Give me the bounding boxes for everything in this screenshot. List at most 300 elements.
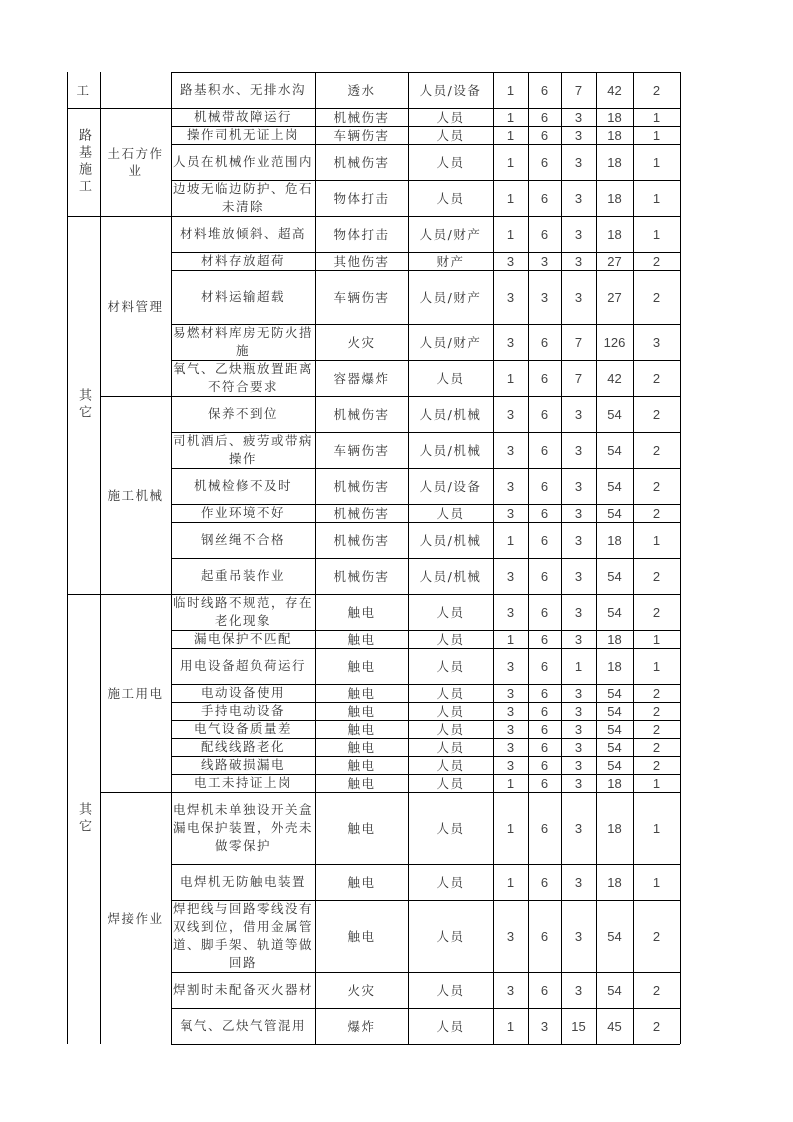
risk-level-cell: 2 <box>652 703 661 719</box>
likelihood-cell: 1 <box>506 190 515 206</box>
consequence-cell: 3 <box>574 505 583 521</box>
column-border <box>67 72 68 1044</box>
accident-type-cell: 火灾 <box>347 982 376 998</box>
affected-object-cell: 人员 <box>436 109 465 125</box>
risk-score-cell: 54 <box>607 604 622 620</box>
risk-score-cell: 54 <box>607 982 622 998</box>
accident-type-cell: 机械伤害 <box>333 532 390 548</box>
accident-type-cell: 触电 <box>347 928 376 944</box>
column-border <box>408 72 409 1044</box>
affected-object-cell: 人员 <box>436 1018 465 1034</box>
accident-type-cell: 触电 <box>347 757 376 773</box>
row-border <box>100 108 171 109</box>
exposure-cell: 6 <box>540 928 549 944</box>
column-border <box>596 72 597 1044</box>
accident-type-cell: 机械伤害 <box>333 478 390 494</box>
row-border <box>100 216 171 217</box>
affected-object-cell: 人员 <box>436 739 465 755</box>
exposure-cell: 6 <box>540 532 549 548</box>
likelihood-cell: 3 <box>506 703 515 719</box>
category-cell: 其它 <box>76 802 91 836</box>
exposure-cell: 6 <box>540 874 549 890</box>
row-border <box>100 594 171 595</box>
affected-object-cell: 人员 <box>436 982 465 998</box>
hazard-cell: 手持电动设备 <box>200 703 285 718</box>
activity-cell: 材料管理 <box>107 298 164 314</box>
risk-level-cell: 1 <box>652 154 661 170</box>
row-border <box>100 396 171 397</box>
activity-cell: 施工机械 <box>107 487 164 503</box>
likelihood-cell: 1 <box>506 154 515 170</box>
consequence-cell: 3 <box>574 631 583 647</box>
affected-object-cell: 人员 <box>436 370 465 386</box>
likelihood-cell: 1 <box>506 631 515 647</box>
exposure-cell: 6 <box>540 721 549 737</box>
risk-score-cell: 18 <box>607 631 622 647</box>
likelihood-cell: 3 <box>506 406 515 422</box>
risk-score-cell: 18 <box>607 658 622 674</box>
likelihood-cell: 3 <box>506 442 515 458</box>
consequence-cell: 3 <box>574 154 583 170</box>
hazard-cell: 人员在机械作业范围内 <box>173 154 314 169</box>
hazard-cell: 材料运输超载 <box>200 289 285 304</box>
risk-score-cell: 54 <box>607 721 622 737</box>
row-border <box>171 504 680 505</box>
hazard-cell: 钢丝绳不合格 <box>200 532 285 547</box>
row-border <box>171 648 680 649</box>
exposure-cell: 6 <box>540 685 549 701</box>
consequence-cell: 3 <box>574 982 583 998</box>
affected-object-cell: 人员/财产 <box>419 226 482 242</box>
risk-level-cell: 2 <box>652 685 661 701</box>
likelihood-cell: 3 <box>506 757 515 773</box>
likelihood-cell: 3 <box>506 253 515 269</box>
category-cell: 工 <box>76 82 91 98</box>
accident-type-cell: 车辆伤害 <box>333 289 390 305</box>
accident-type-cell: 机械伤害 <box>333 505 390 521</box>
accident-type-cell: 其他伤害 <box>333 253 390 269</box>
affected-object-cell: 人员/机械 <box>419 532 482 548</box>
activity-cell <box>100 72 171 108</box>
accident-type-cell: 触电 <box>347 820 376 836</box>
exposure-cell: 6 <box>540 478 549 494</box>
hazard-cell: 作业环境不好 <box>200 505 285 520</box>
consequence-cell: 3 <box>574 820 583 836</box>
risk-level-cell: 3 <box>652 334 661 350</box>
column-border <box>633 72 634 1044</box>
risk-level-cell: 1 <box>652 226 661 242</box>
affected-object-cell: 人员/机械 <box>419 442 482 458</box>
consequence-cell: 3 <box>574 721 583 737</box>
affected-object-cell: 人员 <box>436 127 465 143</box>
affected-object-cell: 人员 <box>436 874 465 890</box>
accident-type-cell: 触电 <box>347 721 376 737</box>
consequence-cell: 3 <box>574 739 583 755</box>
risk-score-cell: 54 <box>607 406 622 422</box>
accident-type-cell: 触电 <box>347 775 376 791</box>
exposure-cell: 6 <box>540 406 549 422</box>
consequence-cell: 3 <box>574 289 583 305</box>
row-border <box>171 756 680 757</box>
consequence-cell: 15 <box>571 1018 586 1034</box>
category-cell: 路基施工 <box>76 128 91 196</box>
risk-level-cell: 1 <box>652 190 661 206</box>
hazard-cell: 材料存放超荷 <box>200 253 285 268</box>
hazard-cell: 保养不到位 <box>207 406 278 421</box>
row-border <box>171 1008 680 1009</box>
affected-object-cell: 人员 <box>436 604 465 620</box>
consequence-cell: 7 <box>574 334 583 350</box>
row-border <box>171 558 680 559</box>
risk-score-cell: 126 <box>603 334 626 350</box>
accident-type-cell: 火灾 <box>347 334 376 350</box>
risk-score-cell: 18 <box>607 532 622 548</box>
affected-object-cell: 人员/设备 <box>419 478 482 494</box>
likelihood-cell: 1 <box>506 226 515 242</box>
exposure-cell: 3 <box>540 1018 549 1034</box>
hazard-cell: 线路破损漏电 <box>200 757 285 772</box>
risk-level-cell: 1 <box>652 874 661 890</box>
risk-level-cell: 1 <box>652 532 661 548</box>
risk-score-cell: 18 <box>607 109 622 125</box>
row-border <box>171 126 680 127</box>
accident-type-cell: 物体打击 <box>333 226 390 242</box>
affected-object-cell: 人员 <box>436 154 465 170</box>
consequence-cell: 3 <box>574 685 583 701</box>
likelihood-cell: 1 <box>506 874 515 890</box>
row-border <box>171 180 680 181</box>
likelihood-cell: 3 <box>506 658 515 674</box>
risk-score-cell: 54 <box>607 757 622 773</box>
risk-level-cell: 1 <box>652 127 661 143</box>
risk-level-cell: 2 <box>652 757 661 773</box>
row-border <box>171 792 680 793</box>
consequence-cell: 3 <box>574 109 583 125</box>
affected-object-cell: 人员 <box>436 721 465 737</box>
affected-object-cell: 人员 <box>436 505 465 521</box>
row-border <box>67 108 100 109</box>
likelihood-cell: 3 <box>506 982 515 998</box>
likelihood-cell: 3 <box>506 478 515 494</box>
affected-object-cell: 人员/财产 <box>419 334 482 350</box>
column-border <box>315 72 316 1044</box>
likelihood-cell: 1 <box>506 1018 515 1034</box>
consequence-cell: 3 <box>574 190 583 206</box>
risk-level-cell: 2 <box>652 253 661 269</box>
risk-score-cell: 42 <box>607 370 622 386</box>
row-border <box>100 792 171 793</box>
likelihood-cell: 3 <box>506 505 515 521</box>
consequence-cell: 7 <box>574 370 583 386</box>
likelihood-cell: 3 <box>506 721 515 737</box>
risk-level-cell: 2 <box>652 442 661 458</box>
accident-type-cell: 机械伤害 <box>333 154 390 170</box>
consequence-cell: 3 <box>574 253 583 269</box>
consequence-cell: 3 <box>574 604 583 620</box>
row-border <box>171 900 680 901</box>
consequence-cell: 3 <box>574 775 583 791</box>
affected-object-cell: 人员/机械 <box>419 568 482 584</box>
risk-level-cell: 2 <box>652 604 661 620</box>
affected-object-cell: 人员 <box>436 928 465 944</box>
risk-level-cell: 2 <box>652 739 661 755</box>
likelihood-cell: 3 <box>506 928 515 944</box>
accident-type-cell: 爆炸 <box>347 1018 376 1034</box>
risk-level-cell: 2 <box>652 928 661 944</box>
column-border <box>528 72 529 1044</box>
accident-type-cell: 触电 <box>347 739 376 755</box>
risk-score-cell: 18 <box>607 127 622 143</box>
risk-level-cell: 2 <box>652 505 661 521</box>
accident-type-cell: 容器爆炸 <box>333 370 390 386</box>
accident-type-cell: 透水 <box>347 82 376 98</box>
hazard-cell: 电工未持证上岗 <box>193 775 292 790</box>
hazard-cell: 电气设备质量差 <box>193 721 292 736</box>
hazard-cell: 配线线路老化 <box>200 739 285 754</box>
hazard-cell: 材料堆放倾斜、超高 <box>179 226 306 241</box>
affected-object-cell: 财产 <box>436 253 465 269</box>
consequence-cell: 3 <box>574 127 583 143</box>
risk-level-cell: 2 <box>652 289 661 305</box>
exposure-cell: 6 <box>540 127 549 143</box>
risk-score-cell: 54 <box>607 505 622 521</box>
row-border <box>171 432 680 433</box>
row-border <box>171 720 680 721</box>
accident-type-cell: 触电 <box>347 604 376 620</box>
hazard-cell: 临时线路不规范，存在老化现象 <box>173 595 314 628</box>
likelihood-cell: 1 <box>506 127 515 143</box>
consequence-cell: 3 <box>574 442 583 458</box>
affected-object-cell: 人员 <box>436 190 465 206</box>
column-border <box>100 72 101 1044</box>
risk-score-cell: 27 <box>607 289 622 305</box>
hazard-cell: 操作司机无证上岗 <box>186 127 299 142</box>
risk-level-cell: 2 <box>652 478 661 494</box>
likelihood-cell: 3 <box>506 568 515 584</box>
row-border <box>171 360 680 361</box>
risk-level-cell: 1 <box>652 820 661 836</box>
likelihood-cell: 1 <box>506 820 515 836</box>
accident-type-cell: 物体打击 <box>333 190 390 206</box>
row-border <box>171 144 680 145</box>
row-border <box>171 630 680 631</box>
likelihood-cell: 3 <box>506 739 515 755</box>
risk-score-cell: 54 <box>607 478 622 494</box>
accident-type-cell: 机械伤害 <box>333 109 390 125</box>
consequence-cell: 3 <box>574 406 583 422</box>
consequence-cell: 3 <box>574 226 583 242</box>
risk-level-cell: 1 <box>652 775 661 791</box>
risk-level-cell: 2 <box>652 721 661 737</box>
consequence-cell: 3 <box>574 532 583 548</box>
hazard-cell: 电焊机未单独设开关盒漏电保护装置，外壳未做零保护 <box>173 802 314 853</box>
row-border <box>171 468 680 469</box>
row-border <box>171 108 680 109</box>
category-cell: 其它 <box>76 388 91 422</box>
exposure-cell: 6 <box>540 82 549 98</box>
accident-type-cell: 机械伤害 <box>333 406 390 422</box>
risk-score-cell: 54 <box>607 568 622 584</box>
hazard-cell: 焊把线与回路零线没有双线到位，借用金属管道、脚手架、轨道等做回路 <box>173 901 314 970</box>
exposure-cell: 6 <box>540 226 549 242</box>
risk-level-cell: 2 <box>652 982 661 998</box>
exposure-cell: 6 <box>540 442 549 458</box>
hazard-cell: 漏电保护不匹配 <box>193 631 292 646</box>
consequence-cell: 3 <box>574 928 583 944</box>
risk-score-cell: 54 <box>607 928 622 944</box>
column-border <box>561 72 562 1044</box>
likelihood-cell: 3 <box>506 604 515 620</box>
exposure-cell: 6 <box>540 631 549 647</box>
accident-type-cell: 车辆伤害 <box>333 442 390 458</box>
row-border <box>171 684 680 685</box>
row-border <box>171 216 680 217</box>
accident-type-cell: 触电 <box>347 658 376 674</box>
risk-score-cell: 18 <box>607 775 622 791</box>
accident-type-cell: 触电 <box>347 631 376 647</box>
risk-score-cell: 45 <box>607 1018 622 1034</box>
hazard-cell: 氧气、乙炔瓶放置距离不符合要求 <box>173 361 314 394</box>
column-border <box>493 72 494 1044</box>
risk-score-cell: 42 <box>607 82 622 98</box>
affected-object-cell: 人员/机械 <box>419 406 482 422</box>
likelihood-cell: 1 <box>506 82 515 98</box>
row-border <box>171 396 680 397</box>
risk-level-cell: 2 <box>652 1018 661 1034</box>
exposure-cell: 6 <box>540 982 549 998</box>
accident-type-cell: 机械伤害 <box>333 568 390 584</box>
activity-cell: 施工用电 <box>107 685 164 701</box>
exposure-cell: 6 <box>540 190 549 206</box>
consequence-cell: 3 <box>574 478 583 494</box>
risk-score-cell: 54 <box>607 739 622 755</box>
row-border <box>171 72 680 73</box>
exposure-cell: 6 <box>540 505 549 521</box>
affected-object-cell: 人员 <box>436 775 465 791</box>
risk-score-cell: 18 <box>607 226 622 242</box>
hazard-cell: 路基积水、无排水沟 <box>179 82 306 97</box>
exposure-cell: 3 <box>540 289 549 305</box>
risk-level-cell: 1 <box>652 631 661 647</box>
consequence-cell: 1 <box>574 658 583 674</box>
exposure-cell: 6 <box>540 568 549 584</box>
exposure-cell: 6 <box>540 757 549 773</box>
affected-object-cell: 人员/财产 <box>419 289 482 305</box>
column-border <box>680 72 681 1044</box>
row-border <box>171 594 680 595</box>
hazard-cell: 边坡无临边防护、危石未清除 <box>173 181 314 214</box>
exposure-cell: 6 <box>540 109 549 125</box>
hazard-cell: 机械检修不及时 <box>193 478 292 493</box>
accident-type-cell: 触电 <box>347 685 376 701</box>
consequence-cell: 3 <box>574 874 583 890</box>
affected-object-cell: 人员 <box>436 658 465 674</box>
exposure-cell: 6 <box>540 739 549 755</box>
risk-level-cell: 2 <box>652 568 661 584</box>
consequence-cell: 3 <box>574 703 583 719</box>
risk-level-cell: 2 <box>652 406 661 422</box>
hazard-cell: 用电设备超负荷运行 <box>179 658 306 673</box>
row-border <box>171 774 680 775</box>
exposure-cell: 6 <box>540 703 549 719</box>
accident-type-cell: 触电 <box>347 703 376 719</box>
risk-level-cell: 1 <box>652 109 661 125</box>
row-border <box>67 216 100 217</box>
likelihood-cell: 1 <box>506 109 515 125</box>
exposure-cell: 6 <box>540 604 549 620</box>
row-border <box>171 738 680 739</box>
row-border <box>171 522 680 523</box>
affected-object-cell: 人员 <box>436 685 465 701</box>
risk-level-cell: 2 <box>652 82 661 98</box>
hazard-cell: 起重吊装作业 <box>200 568 285 583</box>
likelihood-cell: 3 <box>506 685 515 701</box>
row-border <box>171 972 680 973</box>
exposure-cell: 6 <box>540 334 549 350</box>
risk-score-cell: 18 <box>607 820 622 836</box>
risk-score-cell: 18 <box>607 154 622 170</box>
affected-object-cell: 人员 <box>436 631 465 647</box>
likelihood-cell: 1 <box>506 370 515 386</box>
consequence-cell: 3 <box>574 568 583 584</box>
risk-level-cell: 1 <box>652 658 661 674</box>
risk-score-cell: 54 <box>607 685 622 701</box>
likelihood-cell: 1 <box>506 775 515 791</box>
affected-object-cell: 人员 <box>436 703 465 719</box>
risk-score-cell: 18 <box>607 874 622 890</box>
consequence-cell: 7 <box>574 82 583 98</box>
affected-object-cell: 人员 <box>436 820 465 836</box>
row-border <box>171 252 680 253</box>
row-border <box>171 864 680 865</box>
likelihood-cell: 3 <box>506 334 515 350</box>
affected-object-cell: 人员/设备 <box>419 82 482 98</box>
risk-score-cell: 54 <box>607 442 622 458</box>
exposure-cell: 6 <box>540 775 549 791</box>
column-border <box>171 72 172 1044</box>
row-border <box>171 1044 680 1045</box>
exposure-cell: 6 <box>540 370 549 386</box>
exposure-cell: 3 <box>540 253 549 269</box>
row-border <box>171 270 680 271</box>
hazard-cell: 电动设备使用 <box>200 685 285 700</box>
hazard-cell: 司机酒后、疲劳或带病操作 <box>173 433 314 466</box>
activity-cell: 土石方作业 <box>107 146 164 178</box>
hazard-cell: 机械带故障运行 <box>193 109 292 124</box>
activity-cell: 焊接作业 <box>107 910 164 926</box>
accident-type-cell: 触电 <box>347 874 376 890</box>
risk-score-cell: 54 <box>607 703 622 719</box>
risk-level-cell: 2 <box>652 370 661 386</box>
hazard-cell: 氧气、乙炔气管混用 <box>179 1018 306 1033</box>
hazard-cell: 焊割时未配备灭火器材 <box>173 982 314 997</box>
exposure-cell: 6 <box>540 154 549 170</box>
likelihood-cell: 1 <box>506 532 515 548</box>
likelihood-cell: 3 <box>506 289 515 305</box>
risk-score-cell: 27 <box>607 253 622 269</box>
row-border <box>67 594 100 595</box>
consequence-cell: 3 <box>574 757 583 773</box>
affected-object-cell: 人员 <box>436 757 465 773</box>
row-border <box>171 324 680 325</box>
exposure-cell: 6 <box>540 820 549 836</box>
row-border <box>171 702 680 703</box>
hazard-cell: 易燃材料库房无防火措施 <box>173 325 314 358</box>
exposure-cell: 6 <box>540 658 549 674</box>
accident-type-cell: 车辆伤害 <box>333 127 390 143</box>
risk-score-cell: 18 <box>607 190 622 206</box>
hazard-cell: 电焊机无防触电装置 <box>179 874 306 889</box>
